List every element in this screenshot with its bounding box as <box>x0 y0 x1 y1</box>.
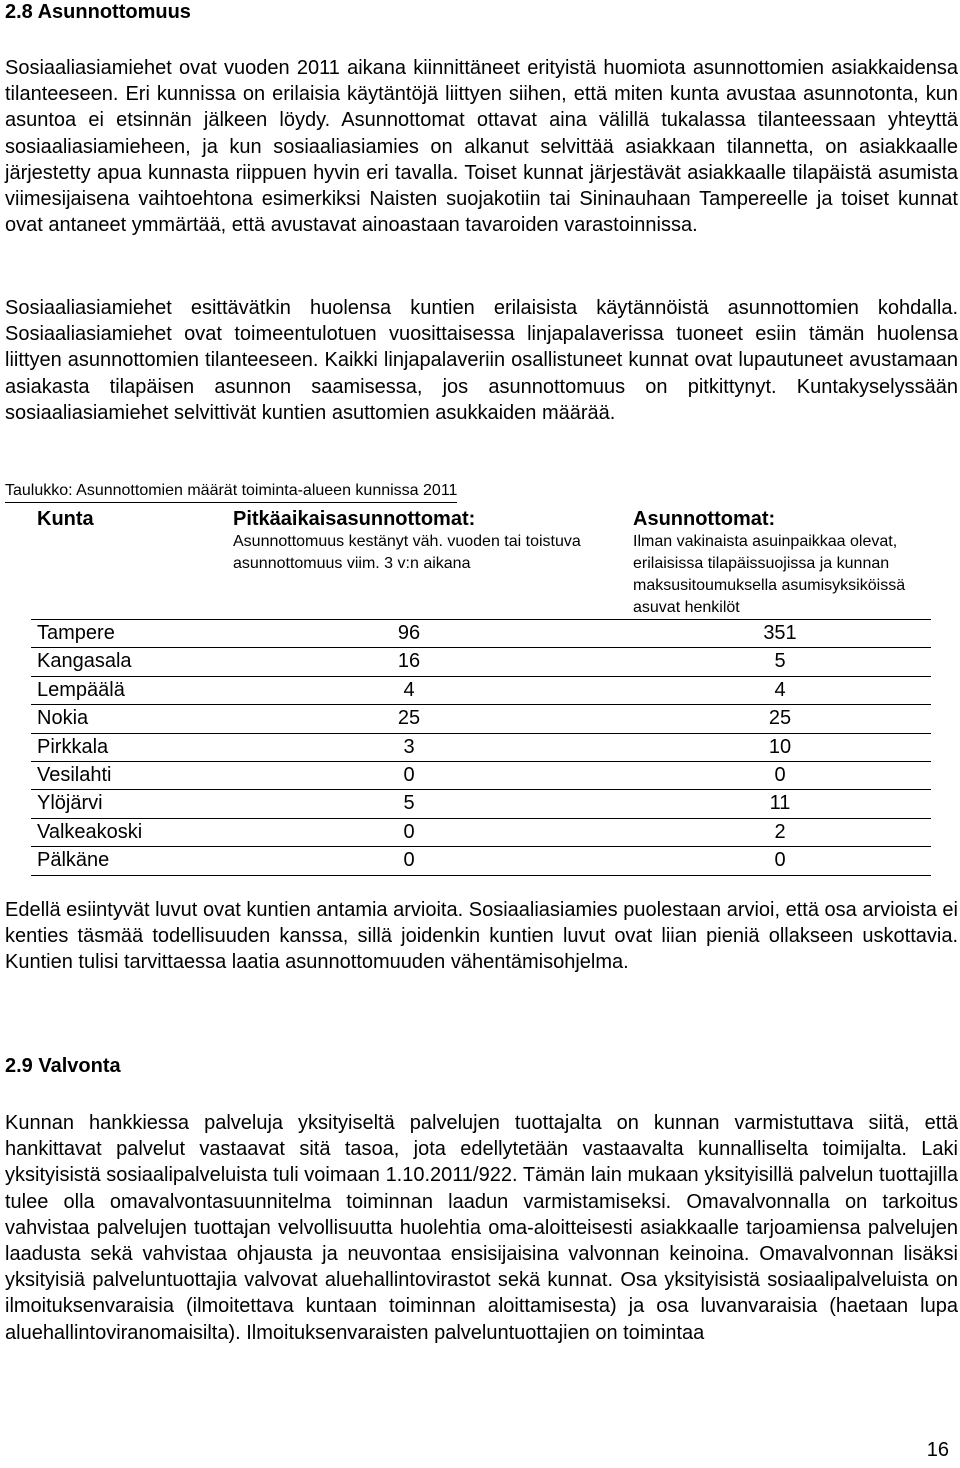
cell-asunnottomat: 5 <box>629 648 931 676</box>
cell-pitkaaikais: 0 <box>229 761 629 789</box>
table-row <box>31 733 931 761</box>
cell-kunta: Vesilahti <box>31 761 229 789</box>
cell-asunnottomat: 2 <box>629 818 931 846</box>
cell-pitkaaikais: 4 <box>229 676 629 704</box>
cell-pitkaaikais: 16 <box>229 648 629 676</box>
cell-kunta: Pälkäne <box>31 847 229 875</box>
table-row <box>31 847 931 875</box>
cell-pitkaaikais: 0 <box>229 847 629 875</box>
table-header-row <box>31 505 931 620</box>
cell-pitkaaikais: 5 <box>229 790 629 818</box>
table-row <box>31 676 931 704</box>
cell-kunta: Valkeakoski <box>31 818 229 846</box>
table-row <box>31 818 931 846</box>
header-asunnottomat <box>629 505 931 620</box>
section-heading-valvonta: 2.9 Valvonta <box>5 1055 121 1077</box>
cell-pitkaaikais: 96 <box>229 620 629 648</box>
cell-asunnottomat: 11 <box>629 790 931 818</box>
table-row <box>31 790 931 818</box>
homelessness-table <box>31 505 931 876</box>
cell-asunnottomat: 0 <box>629 847 931 875</box>
cell-asunnottomat: 10 <box>629 733 931 761</box>
cell-kunta: Nokia <box>31 705 229 733</box>
cell-pitkaaikais: 0 <box>229 818 629 846</box>
paragraph-intro: Sosiaaliasiamiehet ovat vuoden 2011 aikana kiinnittäneet erityistä huomiota asunnottomien asiakkaidensa tilanteeseen. Eri kunnissa on erilaisia käytäntöjä liittyen siihen, että miten kunta avustaa asunnotonta, kun asuntoa ei etsinnän jälkeen löydy. Asunnottomat ottavat aina välillä tukalassa tilanteessaan yhteyttä sosiaaliasiamieheen, ja kun sosiaaliasiamies on alkanut selvittää asiakkaan tilannetta, on asiakkaalle järjestetty apua kunnasta riippuen hyvin eri tavalla. Toiset kunnat järjestävät asiakkaalle tilapäistä asumista viimesijaisena vaihtoehtona esimerkiksi Naisten suojakotiin tai Sininauhaan Tampereelle ja toiset kunnat ovat antaneet ymmärtää, että avustavat ainoastaan tavaroiden varastoinnissa. <box>5 57 958 237</box>
table-caption: Taulukko: Asunnottomien määrät toiminta-alueen kunnissa 2011 <box>5 481 457 503</box>
paragraph-valvonta: Kunnan hankkiessa palveluja yksityiseltä palvelujen tuottajalta on kunnan varmistuttava siitä, että hankittavat palvelut vastaavat sitä tasoa, jota edellytetään vastaavalta kunnalliselta toimijalta. Laki yksityisistä sosiaalipalveluista tuli voimaan 1.10.2011/922. Tämän lain mukaan yksityisillä palvelun tuottajilla tulee olla omavalvontasuunnitelma toiminnan laadun varmistamiseksi. Omavalvonnalla on tarkoitus vahvistaa palvelujen tuottajan velvollisuutta huolehtia oma-aloitteisesti asiakkaalle tarjoamiensa palvelujen laadusta sekä vahvistaa ohjausta ja neuvontaa ensisijaisina valvonnan keinoina. Omavalvonnan lisäksi yksityisiä palveluntuottajia valvovat aluehallintovirastot sekä kunnat. Osa yksityisistä sosiaalipalveluista on ilmoituksenvaraisia (ilmoitettava kuntaan toiminnan aloittamisesta) ja osa luvanvaraisia (haetaan lupa aluehallintoviranomaisilta). Ilmoituksenvaraisten palveluntuottajien on toimintaa <box>5 1112 958 1344</box>
header-asunnottomat-desc: Ilman vakinaista asuinpaikkaa olevat, erilaisissa tilapäissuojissa ja kunnan maksusitoumuksella asumisyksiköissä asuvat henkilöt <box>633 533 906 616</box>
section-heading-asunnottomuus: 2.8 Asunnottomuus <box>5 1 191 23</box>
cell-kunta: Ylöjärvi <box>31 790 229 818</box>
cell-kunta: Tampere <box>31 620 229 648</box>
header-kunta <box>31 505 229 620</box>
table-row <box>31 648 931 676</box>
cell-asunnottomat: 4 <box>629 676 931 704</box>
header-pitkaaikais-label: Pitkäaikaisasunnottomat: <box>233 508 476 530</box>
table-row <box>31 761 931 789</box>
header-pitkaaikais <box>229 505 629 620</box>
paragraph-concern: Sosiaaliasiamiehet esittävätkin huolensa kuntien erilaisista käytännöistä asunnottomien kohdalla. Sosiaaliasiamiehet ovat toimeentulotuen vuosittaisessa linjapalaverissa tuoneet esiin tämän huolensa liittyen asunnottomien tilanteeseen. Kaikki linjapalaveriin osallistuneet kunnat ovat lupautuneet avustamaan asiakasta tilapäisen asunnon saamisessa, jos asunnottomuus on pitkittynyt. Kuntakyselyssään sosiaaliasiamiehet selvittivät kuntien asuttomien asukkaiden määrää. <box>5 297 958 424</box>
header-pitkaaikais-desc: Asunnottomuus kestänyt väh. vuoden tai toistuva asunnottomuus viim. 3 v:n aikana <box>233 533 581 572</box>
cell-kunta: Pirkkala <box>31 733 229 761</box>
table-row <box>31 620 931 648</box>
page-number: 16 <box>926 1439 949 1461</box>
cell-kunta: Lempäälä <box>31 676 229 704</box>
paragraph-estimates: Edellä esiintyvät luvut ovat kuntien antamia arvioita. Sosiaaliasiamies puolestaan arvioi, että osa arvioista ei kenties täsmää todellisuuden kanssa, sillä joidenkin kuntien luvut ovat liian pieniä ollakseen uskottavia. Kuntien tulisi tarvittaessa laatia asunnottomuuden vähentämisohjelma. <box>5 899 958 974</box>
cell-asunnottomat: 0 <box>629 761 931 789</box>
header-asunnottomat-label: Asunnottomat: <box>633 508 776 530</box>
table-row <box>31 705 931 733</box>
cell-asunnottomat: 351 <box>629 620 931 648</box>
header-kunta-label: Kunta <box>37 508 94 530</box>
cell-kunta: Kangasala <box>31 648 229 676</box>
cell-asunnottomat: 25 <box>629 705 931 733</box>
cell-pitkaaikais: 3 <box>229 733 629 761</box>
cell-pitkaaikais: 25 <box>229 705 629 733</box>
